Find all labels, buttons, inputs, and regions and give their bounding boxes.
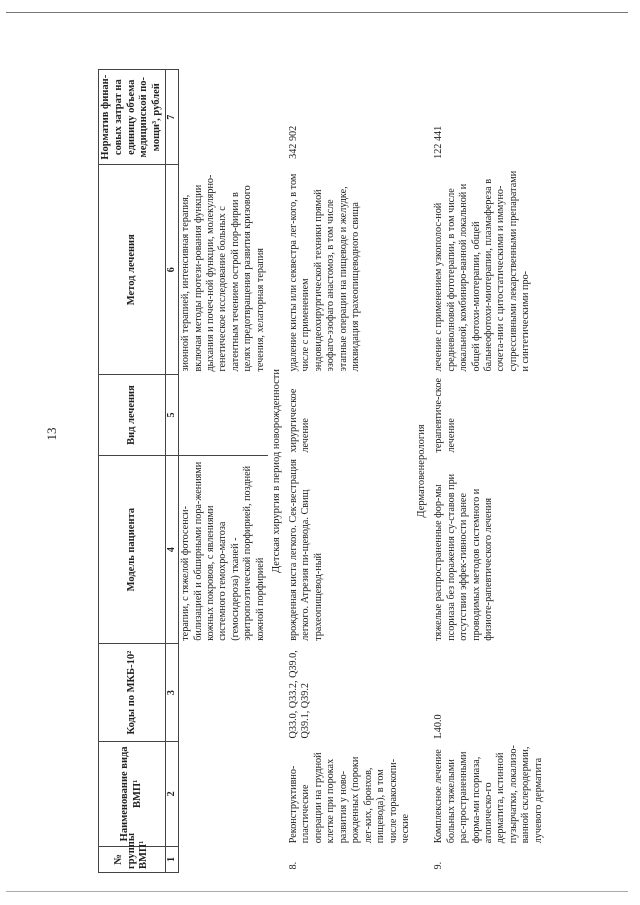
rotated-page-content [98,69,598,873]
header-method: Метод лечения [99,165,166,375]
continued-method-text: зионной терапией, интенсивная терапия, включая методы протези-рования функции дыхания и почеч-ной функции, молекулярно-генетическое исследование больных с латентным течением острой пор-фирии в целях предотвращения развития кризового течения, хелаторная терапия [180,174,266,372]
row-treatment-kind: терапевтиче-ское лечение [433,377,457,453]
header-group: № группы ВМП¹ [99,846,166,872]
table-row [432,70,546,873]
row-cost-norm: 122 441 [433,125,445,159]
col-number: 2 [165,741,178,846]
section-heading-row [413,70,432,873]
row-group-number: 9. [433,861,445,870]
column-number-row [165,70,178,873]
col-number: 1 [165,846,178,872]
table-header-row [99,70,166,873]
page-number: 13 [44,427,59,441]
vmp-table [98,69,546,873]
bottom-rule [6,891,628,892]
section-heading: Детская хирургия в период новорожденности [271,369,283,574]
row-icd-codes: L40.0 [433,714,445,739]
row-patient-model: тяжелые распространенные фор-мы псориаза без поражения су-ставов при отсутствии эффек-тивности ранее проводимых методов системного и физиоте-рапевтического лечения [433,473,494,641]
row-cost-norm: 342 902 [288,125,300,159]
row-treatment-kind: хирургическое лечение [288,388,312,453]
row-group-number: 8. [288,861,300,870]
col-number: 5 [165,375,178,456]
col-number: 4 [165,456,178,644]
continuation-row [179,70,269,873]
table-row [287,70,413,873]
col-number: 3 [165,644,178,742]
header-name: Наименование вида ВМП¹ [99,741,166,846]
row-vmp-name: Комплексное лечение больных тяжелыми рас-пространенными форма-ми псориаза, атопическо-го дерматита, истинной пузырчатки, локализо-ванной склеродермии, лучевого дерматита [433,745,544,844]
header-model: Модель пациента [99,456,166,644]
top-rule [6,12,628,13]
row-treatment-method: удаление кисты или секвестра лег-кого, в том числе с применением эндовидеохирургической техники прямой эзофаго-эзофаго анастомоз, в том числе этапные операции на пищеводе и желудке, ликвидация трахеопищеводного свища [288,173,362,372]
row-vmp-name: Реконструктивно-пластические операции на грудной клетке при пороках развития у ново-рожденных (пороки лег-ких, бронхов, пищевода), в том числе торакоскопи-ческие [288,752,411,844]
col-number: 7 [165,70,178,165]
row-patient-model: врожденная киста легкого. Сек-вестрация легкого. Атрезия пи-щевода. Свищ трахеопищевод-ный [288,459,324,641]
section-heading: Дерматовенерология [416,424,428,518]
continued-model-text: терапии, с тяжелой фотосенси-билизацией и обширными пора-жениями кожных покровов, с явлениями системного гемохро-матоза (гемосидероза) тканей - эритропоэтической порфирией, поздней кожной порфирией [180,461,266,641]
section-heading-row [268,70,287,873]
header-codes: Коды по МКБ-10² [99,644,166,742]
row-treatment-method: лечение с применением узкополос-ной средневолновой фототерапии, в том числе локальной, комбиниро-ванной локальной и общей фотохи-миотерапии, общей бальнеофотохи-миотерапии, плазмафереза в сочета-нии с цитостатическими и иммуно-супрессивными лекарственными препаратами и синтетическими про- [433,170,532,372]
header-norm: Норматив финан-совых затрат на единицу объема медицинской по-мощи³, рублей [99,70,166,165]
header-kind: Вид лечения [99,375,166,456]
row-icd-codes: Q33.0, Q33.2, Q39.0, Q39.1, Q39.2 [288,650,312,739]
col-number: 6 [165,165,178,375]
